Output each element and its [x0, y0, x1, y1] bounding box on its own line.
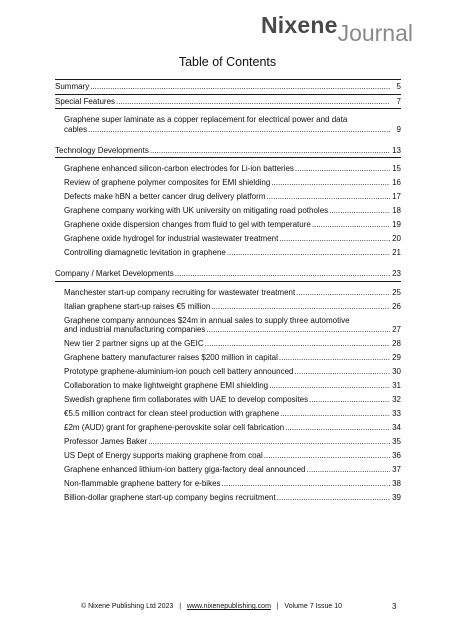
toc-leader-dots	[312, 220, 390, 230]
toc-section-row[interactable]	[55, 95, 401, 110]
footer-separator-1: |	[179, 603, 182, 610]
footer-page-number: 3	[392, 602, 397, 611]
toc-entry-title: Manchester start-up company recruiting for wastewater treatment	[64, 287, 296, 297]
toc-leader-dots	[271, 178, 390, 188]
toc-entry-title-line2: cables	[64, 124, 88, 134]
toc-entry-page: 32	[392, 395, 401, 405]
toc-entry-title-line2: and industrial manufacturing companies	[64, 325, 206, 335]
toc-entry[interactable]	[55, 465, 401, 475]
toc-entry[interactable]	[55, 192, 401, 202]
toc-entry-title: Graphene company working with UK university on mitigating road potholes	[64, 206, 329, 216]
toc-entry-page: 30	[392, 367, 401, 377]
footer-copyright: © Nixene Publishing Ltd 2023	[81, 603, 174, 610]
toc-section-row[interactable]	[55, 79, 401, 95]
toc-entry-title: Prototype graphene-aluminium-ion pouch cell battery announced	[64, 367, 294, 377]
toc-entry[interactable]	[55, 248, 401, 258]
footer-text	[81, 603, 342, 610]
toc-entry[interactable]	[55, 479, 401, 489]
toc-section-row[interactable]	[55, 144, 401, 159]
toc-leader-dots	[296, 288, 390, 298]
toc-section-label: Company / Market Developments	[55, 269, 174, 279]
page-title: Table of Contents	[178, 55, 277, 69]
toc-entry-page: 29	[392, 353, 401, 363]
toc-entry-page: 18	[392, 206, 401, 216]
toc-leader-dots	[280, 409, 390, 419]
toc-entry-page: 26	[392, 301, 401, 311]
toc-leader-dots	[309, 395, 390, 405]
toc-entry[interactable]	[55, 115, 401, 134]
toc-entry-title-line1: Graphene super laminate as a copper replacement for electrical power and data	[64, 115, 348, 125]
toc-entry-title-line1: Graphene company announces $24m in annual sales to supply three automotive	[64, 315, 350, 325]
toc-section-label: Summary	[55, 82, 90, 91]
toc-subsection-group	[55, 158, 401, 267]
toc-entry-page: 33	[392, 409, 401, 419]
toc-entry-title: Defects make hBN a better cancer drug delivery platform	[64, 192, 266, 202]
toc-section-page: 7	[396, 96, 401, 106]
toc-entry[interactable]	[55, 367, 401, 377]
toc-entry-page: 25	[392, 287, 401, 297]
toc-section-page: 13	[392, 145, 401, 155]
toc-entry-page: 36	[392, 451, 401, 461]
toc-entry-page: 39	[392, 493, 401, 503]
toc-entry-page: 28	[392, 339, 401, 349]
toc-entry-page: 19	[392, 220, 401, 230]
toc-entry[interactable]	[55, 339, 401, 349]
toc-entry[interactable]	[55, 178, 401, 188]
toc-leader-dots	[116, 97, 390, 107]
nixene-journal-logo	[260, 12, 413, 46]
logo-bold-text: Nixene	[260, 12, 338, 38]
toc-entry[interactable]	[55, 451, 401, 461]
toc-entry-page: 20	[392, 234, 401, 244]
toc-leader-dots	[279, 353, 390, 363]
footer-separator-2: |	[276, 603, 279, 610]
toc-entry-page: 16	[392, 178, 401, 188]
toc-entry[interactable]	[55, 316, 401, 335]
toc-entry[interactable]	[55, 206, 401, 216]
toc-leader-dots	[222, 479, 390, 489]
toc-leader-dots	[307, 465, 391, 475]
toc-entry-page: 35	[392, 437, 401, 447]
toc-leader-dots	[206, 325, 390, 335]
toc-entry-page: 38	[392, 479, 401, 489]
toc-subsection-group	[55, 282, 401, 512]
toc-entry-title: US Dept of Energy supports making graphene from coal	[64, 451, 263, 461]
toc-entry-page: 9	[396, 124, 401, 134]
toc-entry-title: Graphene enhanced silicon-carbon electrodes for Li-ion batteries	[64, 164, 294, 174]
toc-entry-title: Graphene oxide hydrogel for industrial wastewater treatment	[64, 234, 279, 244]
toc-leader-dots	[148, 437, 390, 447]
toc-leader-dots	[150, 146, 390, 156]
toc-entry[interactable]	[55, 164, 401, 174]
toc-entry[interactable]	[55, 409, 401, 419]
toc-section-label: Technology Developments	[55, 145, 149, 155]
toc-entry[interactable]	[55, 220, 401, 230]
toc-leader-dots	[211, 302, 390, 312]
toc-entry-page: 17	[392, 192, 401, 202]
toc-entry[interactable]	[55, 423, 401, 433]
toc-entry-title: Review of graphene polymer composites for EMI shielding	[64, 178, 271, 188]
toc-section-page: 5	[396, 82, 401, 91]
toc-section-label: Special Features	[55, 96, 116, 106]
toc-entry-title: Swedish graphene firm collaborates with UAE to develop composites	[64, 395, 309, 405]
toc-leader-dots	[277, 493, 390, 503]
toc-entry-title: £2m (AUD) grant for graphene-perovskite solar cell fabrication	[64, 423, 285, 433]
toc-leader-dots	[294, 367, 390, 377]
toc-leader-dots	[90, 82, 390, 92]
toc-entry-title: Graphene battery manufacturer raises $200 million in capital	[64, 353, 278, 363]
toc-entry-title: Collaboration to make lightweight graphene EMI shielding	[64, 381, 269, 391]
toc-entry-page: 34	[392, 423, 401, 433]
toc-entry[interactable]	[55, 288, 401, 298]
toc-entry-title: Graphene enhanced lithium-ion battery giga-factory deal announced	[64, 465, 306, 475]
toc-entry-page: 37	[392, 465, 401, 475]
toc-entry-title: Controlling diamagnetic levitation in graphene	[64, 248, 226, 258]
toc-leader-dots	[279, 234, 390, 244]
toc-entry[interactable]	[55, 302, 401, 312]
toc-entry-title: €5.5 million contract for clean steel production with graphene	[64, 409, 280, 419]
toc-leader-dots	[227, 248, 390, 258]
toc-entry-page: 21	[392, 248, 401, 258]
footer-volume: Volume 7 Issue 10	[284, 603, 343, 610]
toc-entry-title: Graphene oxide dispersion changes from fluid to gel with temperature	[64, 220, 311, 230]
toc-entry-title: Italian graphene start-up raises €5 million	[64, 301, 211, 311]
toc-leader-dots	[266, 192, 390, 202]
toc-entry[interactable]	[55, 493, 401, 503]
toc-section-page: 23	[392, 269, 401, 279]
toc-entry[interactable]	[55, 234, 401, 244]
toc-entry-title: Non-flammable graphene battery for e-bikes	[64, 479, 221, 489]
toc-entry-page: 27	[392, 325, 401, 335]
toc-entry[interactable]	[55, 395, 401, 405]
toc-entry-page: 31	[392, 381, 401, 391]
toc-entry[interactable]	[55, 381, 401, 391]
toc-leader-dots	[264, 451, 390, 461]
toc-entry-page: 15	[392, 164, 401, 174]
logo-light-text: Journal	[337, 20, 413, 46]
toc-entry-title: Billion-dollar graphene start-up company begins recruitment	[64, 493, 276, 503]
toc-entry-title: New tier 2 partner signs up at the GEIC	[64, 339, 204, 349]
footer-url-link[interactable]: www.nixenepublishing.com	[186, 603, 271, 610]
toc-leader-dots	[88, 125, 390, 135]
toc-leader-dots	[175, 269, 390, 279]
toc-entry[interactable]	[55, 353, 401, 363]
toc-leader-dots	[285, 423, 390, 433]
toc-leader-dots	[295, 164, 390, 174]
toc-entry[interactable]	[55, 437, 401, 447]
toc-subsection-group	[55, 109, 401, 144]
toc-entry-title: Professor James Baker	[64, 437, 148, 447]
table-of-contents	[55, 79, 401, 512]
toc-leader-dots	[329, 206, 390, 216]
toc-section-row[interactable]	[55, 267, 401, 282]
toc-leader-dots	[205, 339, 390, 349]
toc-leader-dots	[269, 381, 390, 391]
